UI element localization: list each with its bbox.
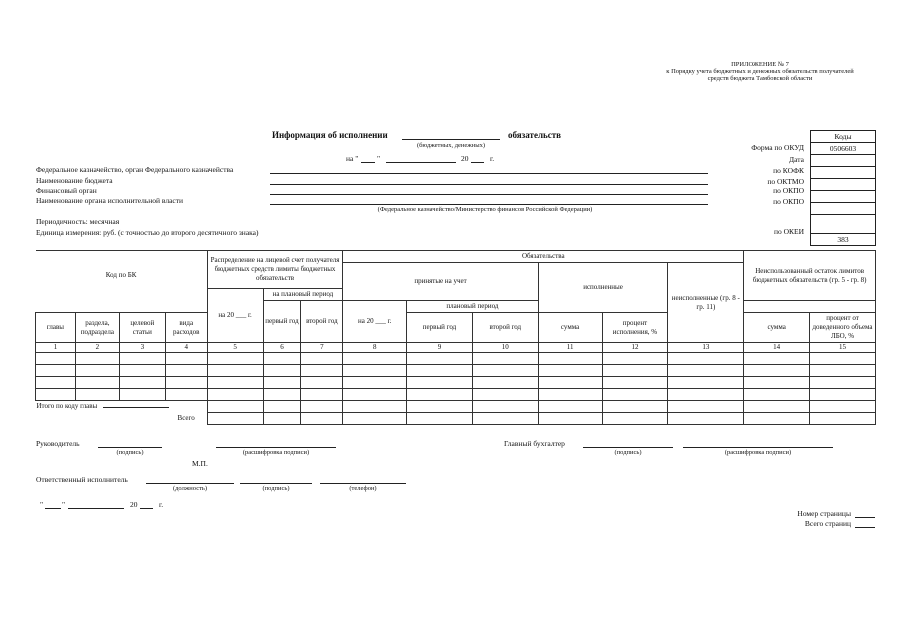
- header-planned: на плановый период: [263, 289, 343, 301]
- field-treasury: Федеральное казначейство, орган Федерального казначейства: [36, 165, 234, 174]
- header-on-year-2: на 20 ___ г.: [343, 301, 407, 343]
- total-row: [36, 413, 876, 425]
- col-num: 7: [301, 343, 343, 353]
- header-executed: исполненные: [538, 263, 668, 313]
- budget-line: [270, 184, 708, 185]
- okud-value: 0506603: [811, 143, 876, 155]
- header-section: раздела, подраздела: [75, 313, 119, 343]
- label-kofk: по КОФК: [773, 166, 804, 175]
- header-first-year: первый год: [263, 301, 301, 343]
- header-exp-type: вида расходов: [165, 313, 207, 343]
- appendix-line-3: средств бюджета Тамбовской области: [707, 75, 813, 82]
- header-target: целевой статьи: [119, 313, 165, 343]
- col-num: 3: [119, 343, 165, 353]
- form-title-left: Информация об исполнении: [272, 130, 388, 140]
- total-label: Всего: [177, 414, 195, 422]
- page-number-line: [855, 517, 875, 518]
- form-title-right: обязательств: [508, 130, 562, 140]
- title-blank-line: [402, 139, 500, 140]
- date-day-line: [361, 162, 375, 163]
- treasury-line: [270, 173, 708, 174]
- exec-org-hint: (Федеральное казначейство/Министерство финансов Российской Федерации): [377, 206, 593, 213]
- field-fin-org: Финансовый орган: [36, 186, 97, 195]
- header-sum-2: сумма: [744, 313, 810, 343]
- title-hint: (бюджетных, денежных): [416, 142, 486, 149]
- table-row[interactable]: [36, 365, 876, 377]
- mp-label: М.П.: [192, 459, 208, 468]
- col-num: 2: [75, 343, 119, 353]
- table-body: [35, 352, 876, 425]
- header-accepted: принятые на учет: [343, 263, 538, 301]
- sig-date-year: 20: [130, 500, 138, 509]
- header-first-year-2: первый год: [407, 313, 473, 343]
- head-sign-hint: (подпись): [116, 449, 144, 456]
- appendix-block: [640, 61, 880, 82]
- oktmo-code: [811, 179, 876, 191]
- label-okei: по ОКЕИ: [773, 227, 804, 236]
- acc-sign-hint: (подпись): [614, 449, 642, 456]
- col-num: 5: [207, 343, 263, 353]
- appendix-title: ПРИЛОЖЕНИЕ № 7: [731, 61, 789, 68]
- okpo-code-2: [811, 203, 876, 215]
- date-year-line: [471, 162, 484, 163]
- date-prefix: на ": [346, 154, 359, 163]
- field-budget: Наименование бюджета: [36, 176, 113, 185]
- total-chapter-cell: [36, 401, 208, 413]
- table-row[interactable]: [36, 353, 876, 365]
- appendix-line-2: к Порядку учета бюджетных и денежных обязательств получателей: [666, 68, 854, 75]
- field-exec-org: Наименование органа исполнительной власти: [36, 196, 184, 205]
- acc-decode-line: [683, 447, 833, 448]
- date-year: 20: [461, 154, 469, 163]
- acc-decode-hint: (расшифровка подписи): [724, 449, 792, 456]
- sig-date-q2: ": [62, 500, 66, 509]
- okpo-code-1: [811, 191, 876, 203]
- col-num: 11: [538, 343, 602, 353]
- resp-sign-hint: (подпись): [262, 485, 290, 492]
- date-code: [811, 155, 876, 167]
- codes-table: [810, 130, 876, 246]
- field-periodicity: Периодичность: месячная: [36, 217, 120, 226]
- label-okud: Форма по ОКУД: [751, 143, 804, 152]
- col-num: 10: [472, 343, 538, 353]
- date-quote: ": [377, 154, 381, 163]
- header-unexecuted: неисполненные (гр. 8 - гр. 11): [668, 263, 744, 343]
- label-oktmo: по ОКТМО: [767, 177, 804, 186]
- header-unused-sub: [744, 301, 876, 313]
- date-month-line: [386, 162, 456, 163]
- table-row[interactable]: [36, 389, 876, 401]
- header-kod-bk: Код по БК: [36, 251, 208, 301]
- total-chapter-row: [36, 401, 876, 413]
- kofk-code: [811, 167, 876, 179]
- sig-date-month-line: [68, 508, 124, 509]
- acc-sign-line: [583, 447, 673, 448]
- head-sign-line: [98, 447, 162, 448]
- header-on-year: на 20 ___ г.: [207, 289, 263, 343]
- label-date: Дата: [789, 155, 804, 164]
- total-chapter-label: Итого по коду главы: [36, 402, 98, 411]
- label-okpo-2: по ОКПО: [773, 197, 804, 206]
- header-distribution: Распределение на лицевой счет получателя бюджетных средств лимиты бюджетных обязательств: [207, 251, 343, 289]
- total-chapter-line: [103, 407, 169, 408]
- col-num: 1: [36, 343, 76, 353]
- label-okpo-1: по ОКПО: [773, 186, 804, 195]
- header-pct-2: процент от доведенного объема ЛБО, %: [810, 313, 876, 343]
- date-suffix: г.: [490, 154, 495, 163]
- col-num: 9: [407, 343, 473, 353]
- phone-hint: (телефон): [349, 485, 377, 492]
- sig-date-g: г.: [159, 500, 164, 509]
- position-hint: (должность): [172, 485, 208, 492]
- okei-value: 383: [811, 234, 876, 246]
- header-planned-2: плановый период: [407, 301, 539, 313]
- pages-total-label: Всего страниц: [804, 519, 851, 528]
- header-pct: процент исполнения, %: [602, 313, 668, 343]
- header-unused: Неиспользованный остаток лимитов бюджетных обязательств (гр. 5 - гр. 8): [744, 251, 876, 301]
- table-row[interactable]: [36, 377, 876, 389]
- fin-org-line: [270, 194, 708, 195]
- header-spacer: [36, 301, 208, 313]
- label-accountant: Главный бухгалтер: [504, 439, 565, 448]
- sig-date-day-line: [45, 508, 61, 509]
- header-obligations: Обязательства: [343, 251, 744, 263]
- pages-total-line: [855, 527, 875, 528]
- sig-date-q1: ": [40, 500, 44, 509]
- resp-sign-line: [240, 483, 312, 484]
- header-sum: сумма: [538, 313, 602, 343]
- header-second-year-2: второй год: [472, 313, 538, 343]
- exec-org-line: [270, 204, 708, 205]
- field-unit: Единица измерения: руб. (с точностью до второго десятичного знака): [36, 228, 259, 237]
- col-num: 14: [744, 343, 810, 353]
- head-decode-line: [216, 447, 336, 448]
- label-head: Руководитель: [36, 439, 80, 448]
- label-responsible: Ответственный исполнитель: [36, 475, 128, 484]
- header-chapter: главы: [36, 313, 76, 343]
- obligations-table: [35, 250, 876, 353]
- position-line: [146, 483, 234, 484]
- codes-head: Коды: [811, 131, 876, 143]
- col-num: 13: [668, 343, 744, 353]
- col-num: 4: [165, 343, 207, 353]
- col-num: 15: [810, 343, 876, 353]
- col-num: 8: [343, 343, 407, 353]
- header-second-year: второй год: [301, 301, 343, 343]
- col-num: 12: [602, 343, 668, 353]
- phone-line: [320, 483, 406, 484]
- head-decode-hint: (расшифровка подписи): [242, 449, 310, 456]
- page-number-label: Номер страницы: [797, 509, 851, 518]
- sig-date-year-line: [140, 508, 153, 509]
- col-num: 6: [263, 343, 301, 353]
- empty-code: [811, 215, 876, 234]
